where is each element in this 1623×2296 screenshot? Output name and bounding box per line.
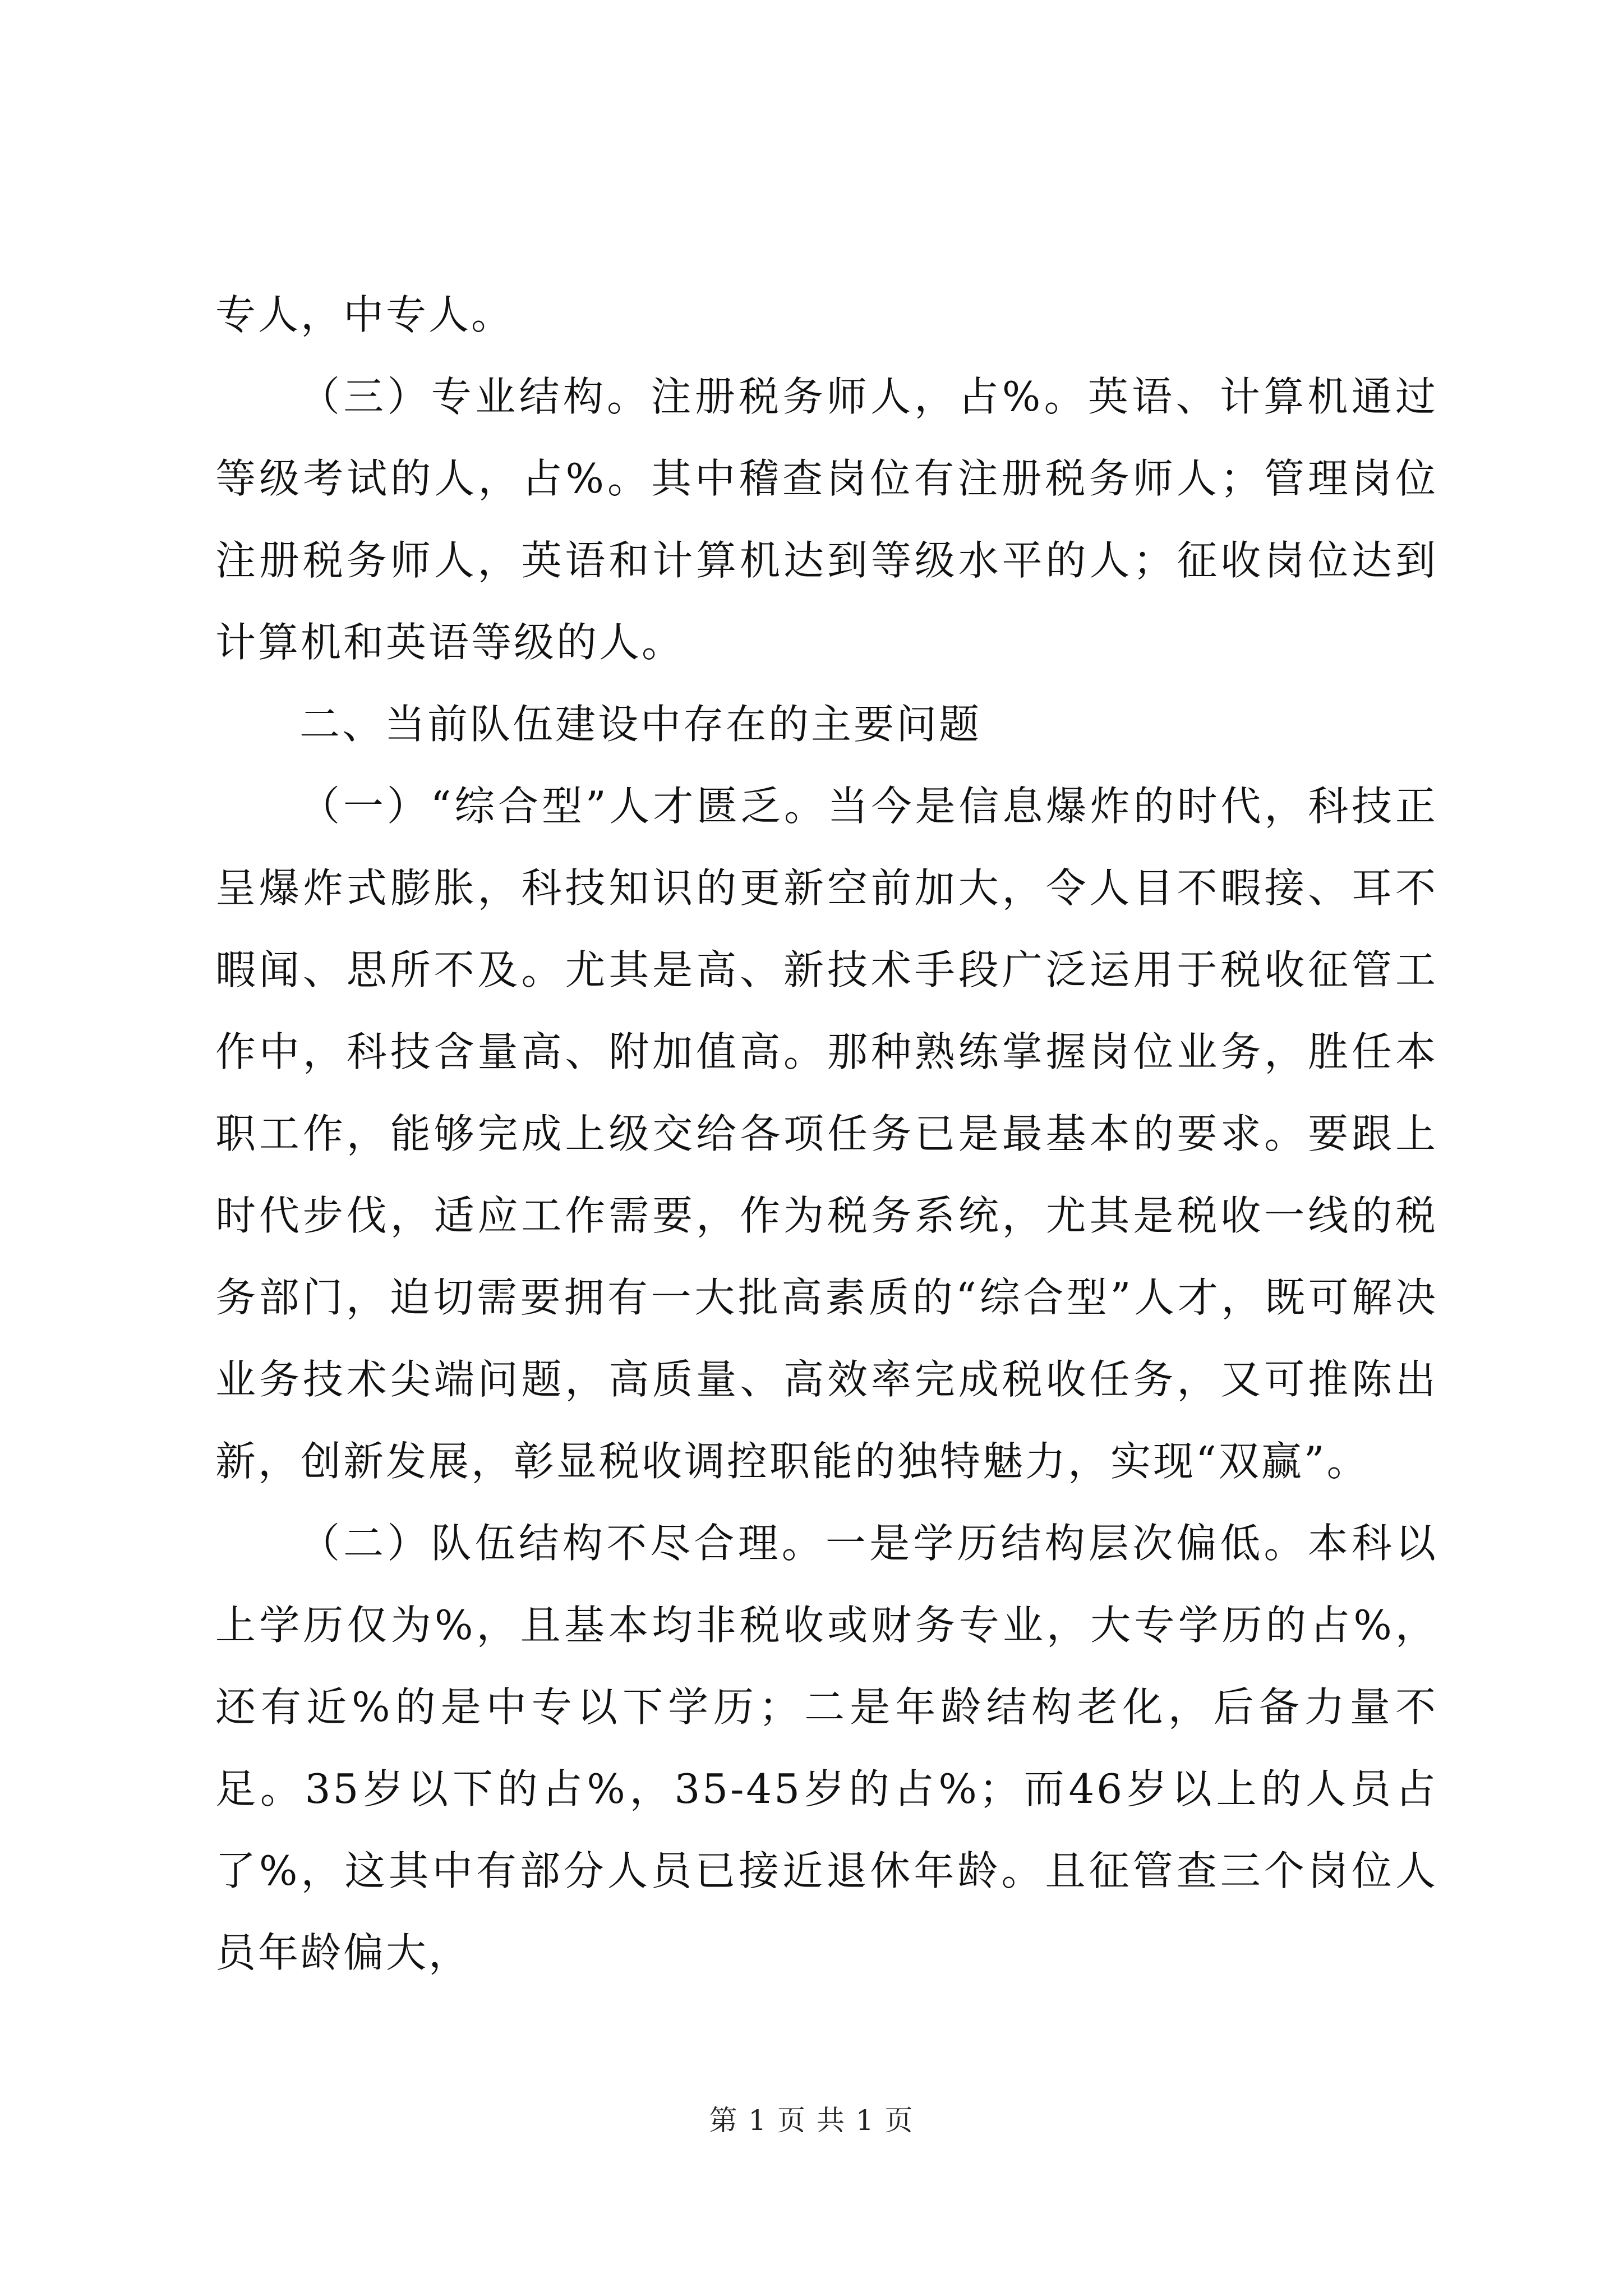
paragraph-professional-structure: （三）专业结构。注册税务师人，占%。英语、计算机通过等级考试的人，占%。其中稽查岗位有注册税务师人；管理岗位注册税务师人，英语和计算机达到等级水平的人；征收岗位达到计算机和英语等级的人。 <box>215 373 1438 666</box>
section-heading-main-problems: 二、当前队伍建设中存在的主要问题 <box>299 701 982 748</box>
document-body <box>215 274 1438 1994</box>
paragraph-team-structure: （二）队伍结构不尽合理。一是学历结构层次偏低。本科以上学历仅为%，且基本均非税收或财务专业，大专学历的占%，还有近%的是中专以下学历；二是年龄结构老化，后备力量不足。35岁以下的占%，35-45岁的占%；而46岁以上的人员占了%，这其中有部分人员已接近退休年龄。且征管查三个岗位人员年龄偏大， <box>215 1520 1438 1976</box>
page-footer: 第 1 页 共 1 页 <box>709 2104 914 2137</box>
paragraph-continuation: 专人，中专人。 <box>215 291 514 338</box>
paragraph-talent-shortage: （一）“综合型”人才匮乏。当今是信息爆炸的时代，科技正呈爆炸式膨胀，科技知识的更新空前加大，令人目不暇接、耳不暇闻、思所不及。尤其是高、新技术手段广泛运用于税收征管工作中，科技含量高、附加值高。那种熟练掌握岗位业务，胜任本职工作，能够完成上级交给各项任务已是最基本的要求。要跟上时代步伐，适应工作需要，作为税务系统，尤其是税收一线的税务部门，迫切需要拥有一大批高素质的“综合型”人才，既可解决业务技术尖端问题，高质量、高效率完成税收任务，又可推陈出新，创新发展，彰显税收调控职能的独特魅力，实现“双赢”。 <box>215 783 1438 1485</box>
